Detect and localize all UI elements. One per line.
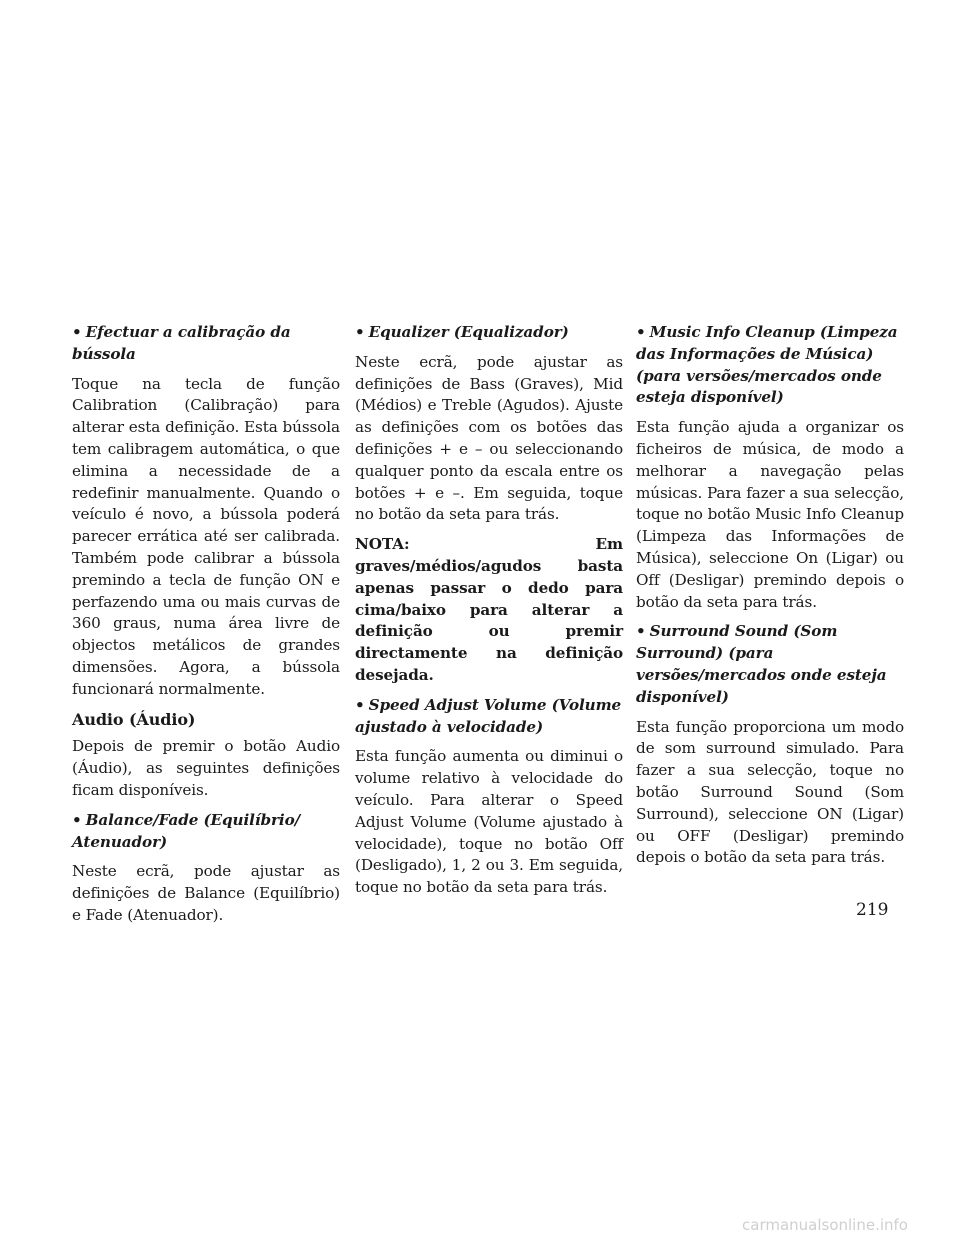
watermark: carmanualsonline.info (742, 1216, 908, 1234)
paragraph-music-info-cleanup: Esta função ajuda a organizar os ficheiros de música, de modo a melhorar a navegação pelas músicas. Para fazer a sua selecção, toque no botão Music Info Cleanup (Limpeza das Informações de Música), seleccione On (Ligar) ou Off (Desligar) premindo depois o botão da seta para trás. (636, 418, 904, 611)
bullet-icon: • (636, 323, 646, 341)
bullet-heading-balance-fade: • Balance/Fade (Equilíbrio/ Atenuador) (72, 810, 301, 851)
bullet-icon: • (636, 622, 646, 641)
text-column-right (636, 322, 904, 877)
bullet-icon: • (72, 810, 82, 829)
paragraph-equalizer: Neste ecrã, pode ajustar as definições de Bass (Graves), Mid (Médios) e Treble (Agudos). Ajuste as definições com os botões das definições + e – ou seleccionando qualquer ponto da escala entre os botões + e –. Em seguida, toque no botão da seta para trás. (355, 352, 623, 524)
page-number: 219 (856, 900, 889, 920)
bullet-heading-equalizer: • Equalizer (Equalizador) (355, 323, 569, 341)
bullet-heading-music-info-cleanup: • Music Info Cleanup (Limpeza das Informações de Música) (para versões/mercados onde esteja disponível) (636, 323, 898, 407)
bullet-icon: • (355, 695, 365, 714)
section-heading-audio: Audio (Áudio) (72, 709, 196, 729)
paragraph-compass-calibration: Toque na tecla de função Calibration (Calibração) para alterar esta definição. Esta bússola tem calibragem automática, o que elimina a necessidade de a redefinir manualmente. Quando o veículo é novo, a bússola poderá parecer errática até ser calibrada. Também pode calibrar a bússola premindo a tecla de função ON e perfazendo uma ou mais curvas de 360 graus, numa área livre de objectos metálicos de grandes dimensões. Agora, a bússola funcionará normalmente. (72, 374, 340, 698)
bullet-icon: • (355, 323, 365, 341)
note-equalizer: NOTA: Em graves/médios/agudos basta apenas passar o dedo para cima/baixo para alterar a definição ou premir directamente na definição desejada. (355, 535, 623, 684)
text-column-left (72, 322, 340, 935)
bullet-heading-compass-calibration: • Efectuar a calibração da bússola (72, 323, 291, 363)
text-column-middle (355, 322, 623, 907)
paragraph-balance-fade: Neste ecrã, pode ajustar as definições de Balance (Equilíbrio) e Fade (Atenuador). (72, 862, 340, 924)
bullet-heading-surround-sound: • Surround Sound (Som Surround) (para versões/mercados onde esteja disponível) (636, 622, 887, 706)
paragraph-speed-adjust-volume: Esta função aumenta ou diminui o volume relativo à velocidade do veículo. Para alterar o Speed Adjust Volume (Volume ajustado à velocidade), toque no botão Off (Desligado), 1, 2 ou 3. Em seguida, toque no botão da seta para trás. (355, 747, 623, 897)
paragraph-surround-sound: Esta função proporciona um modo de som surround simulado. Para fazer a sua selecção, toque no botão Surround Sound (Som Surround), seleccione ON (Ligar) ou OFF (Desligar) premindo depois o botão da seta para trás. (636, 717, 904, 867)
bullet-icon: • (72, 323, 82, 341)
paragraph-audio: Depois de premir o botão Audio (Áudio), as seguintes definições ficam disponíveis. (72, 737, 340, 799)
bullet-heading-speed-adjust-volume: • Speed Adjust Volume (Volume ajustado à velocidade) (355, 695, 622, 736)
